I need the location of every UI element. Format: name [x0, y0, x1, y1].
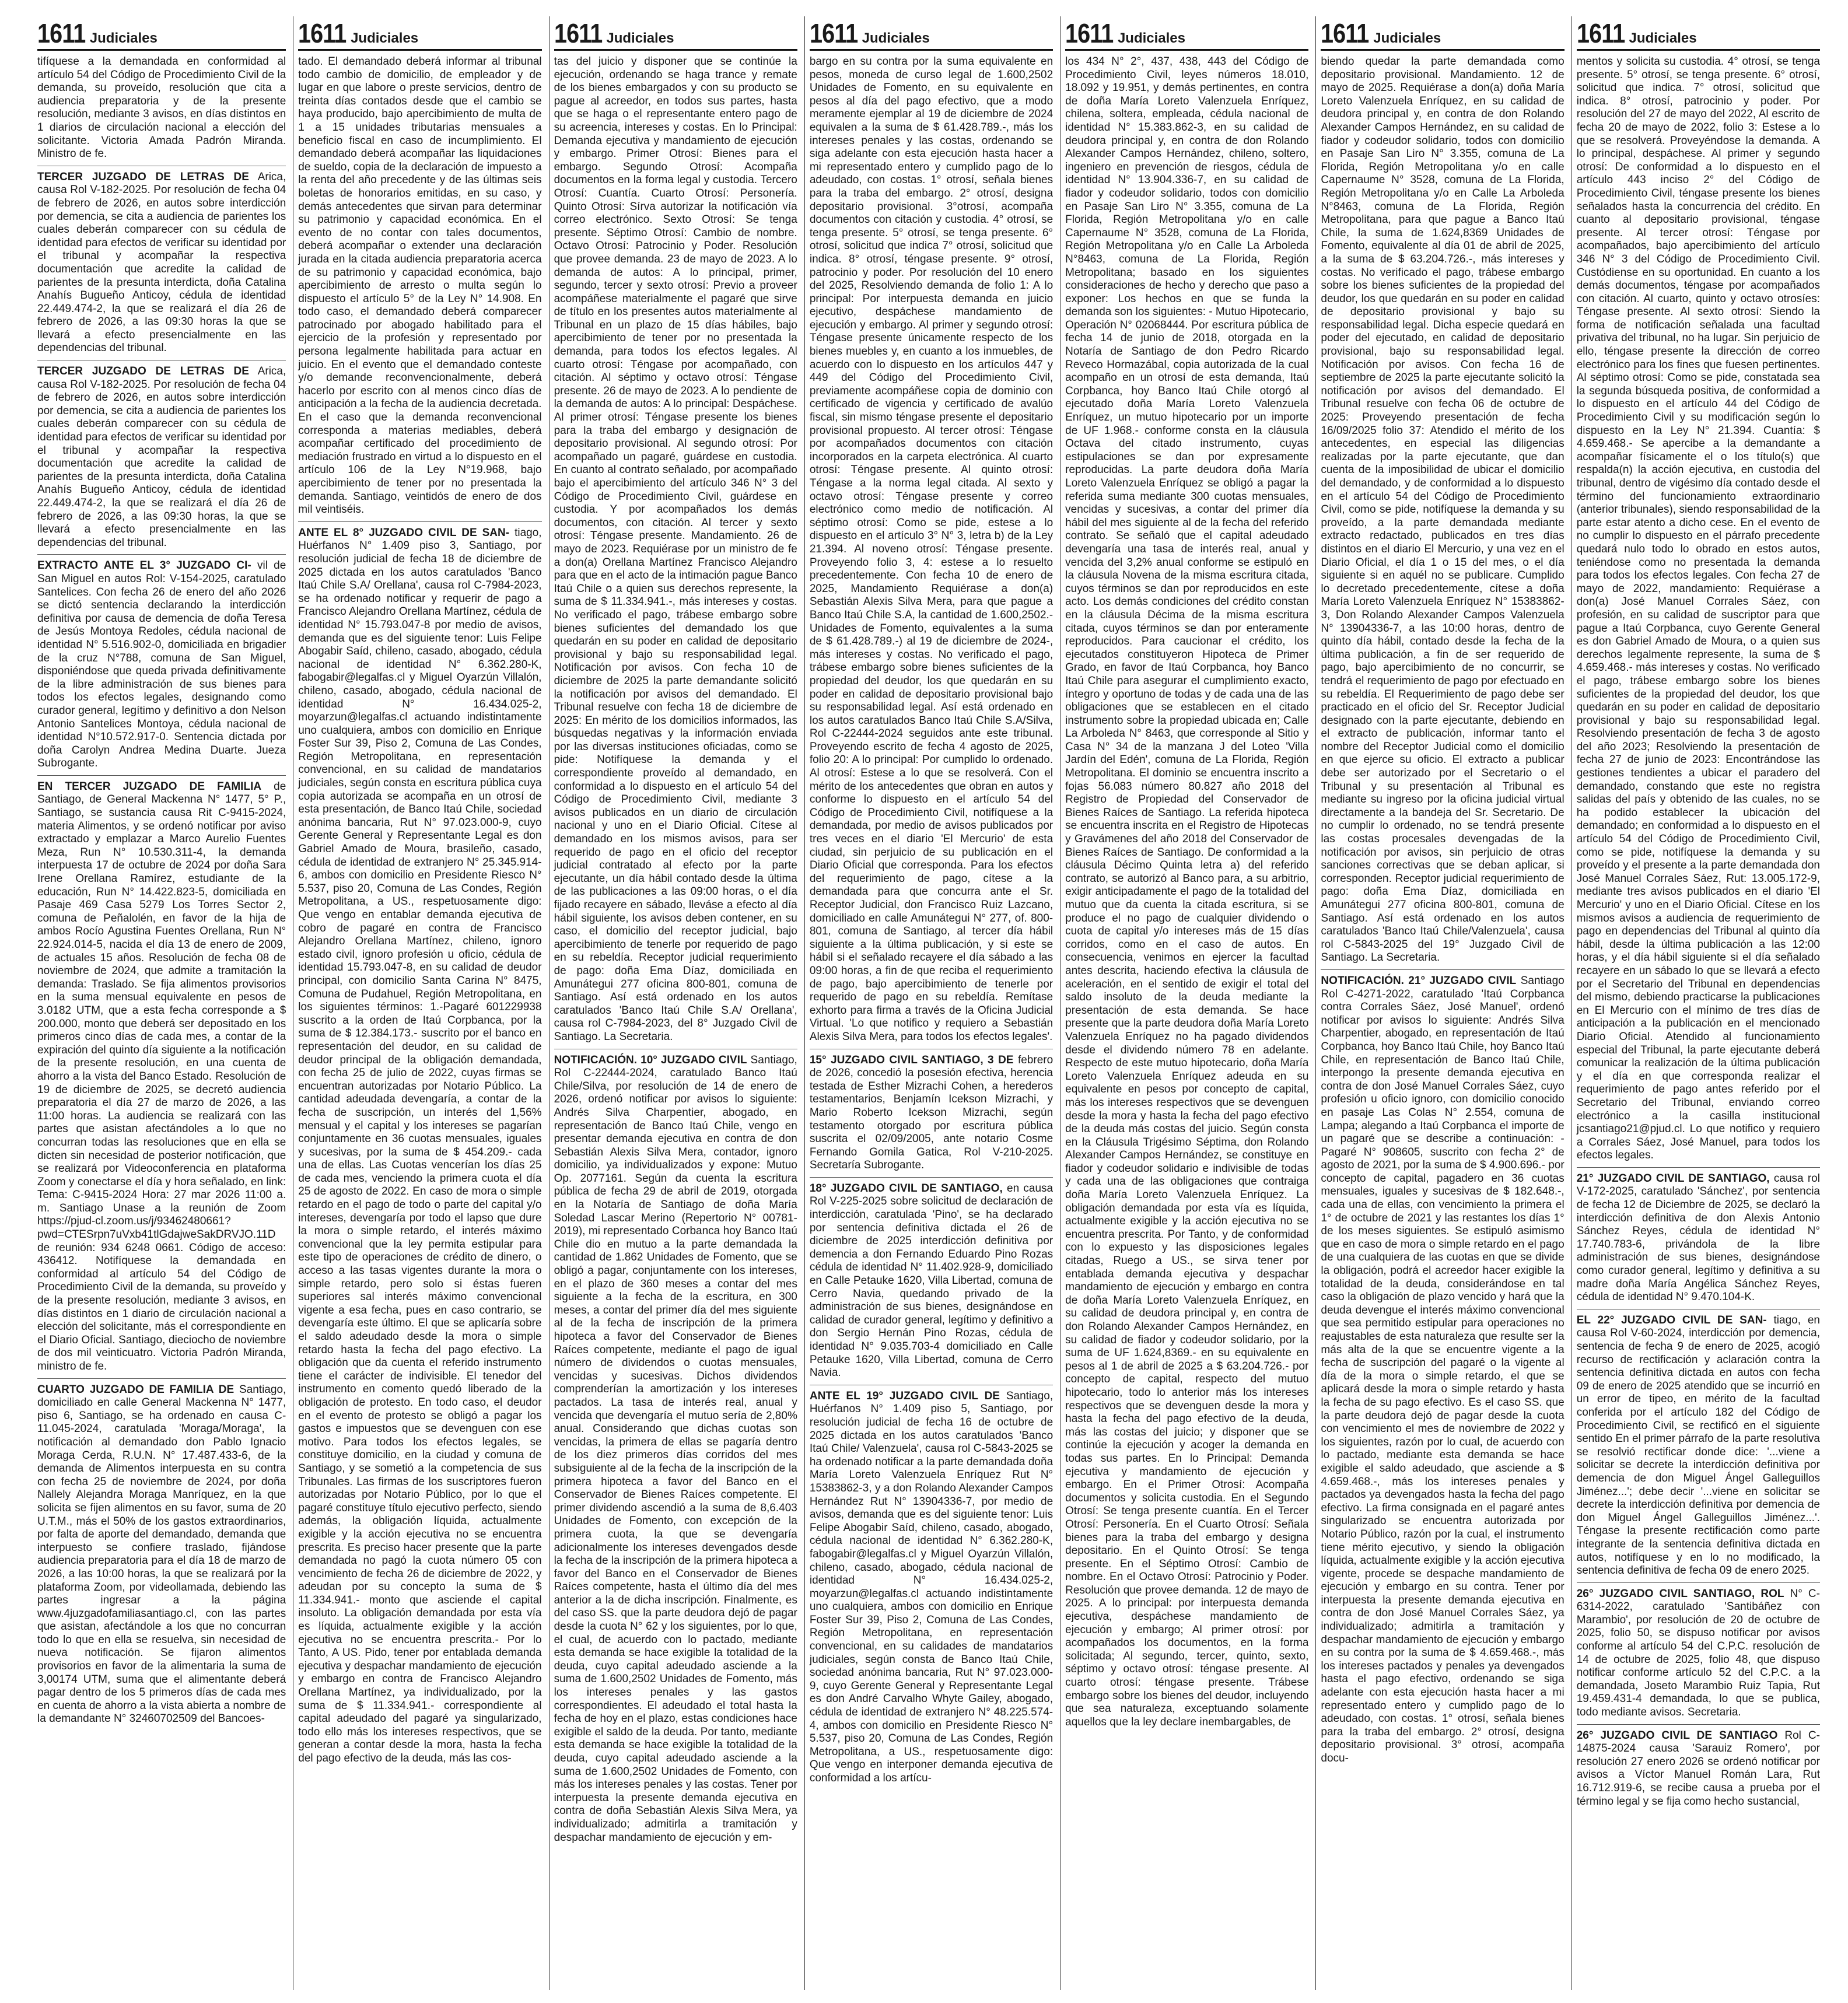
- notice-body: Arica, causa Rol V-182-2025. Por resolución de fecha 04 de febrero de 2026, en autos sobre interdicción por demencia, se cita a audiencia de parientes los cuales deberán comparecer con su cédula de identidad para efectos de verificar su identidad por el tribunal y acompañar la respectiva documentación que acredite la calidad de parientes de la presunta interdicta, doña Catalina Anahís Bugueño Anticoy, cédula de identidad 22.449.474-2, la que se realizará el día 26 de febrero de 2026, a las 09:30 horas, la que se llevará a efecto presencialmente en las dependencias del tribunal.: [37, 365, 286, 549]
- legal-notice: [298, 527, 541, 1770]
- legal-notice: [37, 365, 286, 555]
- column-body: [298, 55, 541, 1770]
- section-name: Judiciales: [1629, 30, 1697, 46]
- section-name: Judiciales: [862, 30, 930, 46]
- column-body: [554, 55, 797, 1849]
- column-header: [1065, 16, 1308, 51]
- issue-number: 1611: [1576, 18, 1625, 48]
- notice-body: en causa Rol V-225-2025 sobre solicitud de declaración de interdicción, caratulada 'Pino', se ha declarado por sentencia definitiva dictada el 26 de diciembre de 2025 interdicción definitiva por demencia a don Fernando Eduardo Pino Rozas cédula de identidad N° 11.402.928-9, domiciliado en Calle Petauke 1620, Villa Libertad, comuna de Cerro Navia, quedando privado de la administración de sus bienes, designándose en calidad de curador general, legítimo y definitivo a don Sergio Hernán Pino Rozas, cédula de identidad N° 9.035.703-4 domiciliado en Calle Petauke 1620, Villa Libertad, comuna de Cerro Navia.: [809, 1182, 1054, 1379]
- notice-title: 26° JUZGADO CIVIL DE SANTIAGO: [1576, 1729, 1778, 1742]
- legal-notice: [1577, 1314, 1820, 1583]
- notice-title: 18° JUZGADO CIVIL DE SANTIAGO,: [809, 1182, 1003, 1195]
- column-body: [37, 55, 286, 1731]
- column-1: [37, 16, 286, 1990]
- section-name: Judiciales: [1373, 30, 1441, 46]
- notice-body: biendo quedar la parte demandada como depositario provisional. Mandamiento. 12 de mayo de 2025. Requiérase a don(a) doña María Loreto Valenzuela Enríquez, en su calidad de deudora principal y, en contra de don Rolando Alexander Campos Hernández, en su calidad de fiador y codeudor solidario, todos con domicilio en Pasaje San Liro N° 3.355, comuna de La Florida, Región Metropolitana y/o en calle Capernaume N° 3528, comuna de La Florida, Región Metropolitana y/o en Calle La Arboleda N°8463, comuna de La Florida, Región Metropolitana, para que pague a Banco Itaú Chile, la suma de 1.624,8369 Unidades de Fomento, equivalente al día 01 de abril de 2025, a la suma de $ 63.204.726.-, más intereses y costas. No verificado el pago, trábese embargo sobre los bienes suficientes de la propiedad del deudor, los que quedarán en su poder en calidad de depositario provisional y bajo su responsabilidad legal. Dicha especie quedará en poder del ejecutado, en calidad de depositario provisional, bajo su responsabilidad legal. Notificación por avisos. Con fecha 16 de septiembre de 2025 la parte ejecutante solicitó la notificación por avisos del demandado. El Tribunal resuelve con fecha 06 de octubre de 2025: Proveyendo presentación de fecha 16/09/2025 folio 37: Atendido el mérito de los antecedentes, en especial las diligencias realizadas por la parte ejecutante, que dan cuenta de la imposibilidad de ubicar el domicilio del demandado, y de conformidad a lo dispuesto en el artículo 54 del Código de Procedimiento Civil, como se pide, notifíquese la demanda y su proveído, a la parte demandada mediante extracto redactado, publicados en tres días distintos en el diario El Mercurio, y una vez en el Diario Oficial, el día 1 o 15 del mes, o el día siguiente si en aquél no se publicare. Cumplido lo decretado precedentemente, cítese a doña María Loreto Valenzuela Enríquez N° 15383862-3, Don Rolando Alexander Campos Valenzuela N° 13904336-7, a las 10:00 horas, dentro de quinto día hábil, contado desde la fecha de la última publicación, a fin de ser requerido de pago, bajo apercibimiento de no concurrir, se tendrá el requerimiento de pago por efectuado en su rebeldía. El Requerimiento de pago debe ser practicado en el oficio del Sr. Receptor Judicial designado con la parte ejecutante, debiendo en el extracto de publicación, informar tanto el nombre del Receptor Judicial como el domicilio en que ejerce su oficio. El extracto a publicar debe ser autorizado por el Secretario o el Tribunal y su presentación al Tribunal es mediante su ingreso por la oficina judicial virtual directamente a la bandeja del Sr. Secretario. De no cumplir lo ordenado, no se tendrá presente las costas procesales devengadas de la notificación por avisos, sin perjuicio de otras sanciones correctivas que se deban aplicar, si corresponden. Receptor judicial requerimiento de pago: doña Ema Díaz, domiciliada en Amunátegui 277 oficina 800-801, comuna de Santiago. Así está ordenado en los autos caratulados 'Banco Itaú Chile/Valenzuela', causa rol C-5843-2025 del 19° Juzgado Civil de Santiago. La Secretaria.: [1321, 55, 1564, 964]
- section-name: Judiciales: [89, 30, 158, 46]
- notice-body: Santiago, Rol C-22444-2024, caratulado Banco Itaú Chile/Silva, por resolución de 14 de enero de 2026, ordenó notificar por avisos lo siguiente: Andrés Silva Charpentier, abogado, en representación de Banco Itaú Chile, vengo en presentar demanda ejecutiva en contra de don Sebastián Alexis Silva Mera, contador, ignoro domicilio, ya individualizados y expone: Mutuo Op. 2077161. Según da cuenta la escritura pública de fecha 29 de abril de 2019, otorgada en la Notaría de Santiago de doña María Soledad Lascar Merino (Repertorio N° 00781-2019), mi representado Corbanca hoy Banco Itaú Chile dio en mutuo a la parte demandada la cantidad de 1.862 Unidades de Fomento, que se obligó a pagar, conjuntamente con los intereses, en el plazo de 360 meses a contar del mes siguiente a la fecha de la escritura, en 300 meses, a contar del primer día del mes siguiente al de la fecha de inscripción de la primera hipoteca a favor del Conservador de Bienes Raíces competente, mediante el pago de igual número de dividendos o cuotas mensuales, vencidas y sucesivas. Dichos dividendos comprenderían la amortización y los intereses pactados. La tasa de interés real, anual y vencida que devengaría el mutuo sería de 2,80% anual. Considerando que dichas cuotas son vencidas, la primera de ellas se pagaría dentro de los diez primeros días corridos del mes subsiguiente al de la fecha de la inscripción de la primera hipoteca a favor del Banco en el Conservador de Bienes Raíces competente. El primer dividendo ascendió a la suma de 8,6.403 Unidades de Fomento, con excepción de la primera cuota, la que se devengaría adicionalmente los intereses devengados desde la fecha de la inscripción de la primera hipoteca a favor del Banco en el Conservador de Bienes Raíces competente, hasta el último día del mes anterior a la de dicha inscripción. Finalmente, es del caso SS. que la parte deudora dejó de pagar desde la cuota N° 62 y los siguientes, por lo que, el cual, de acuerdo con lo pactado, mediante esta demanda se hace exigible la totalidad de la deuda, cuyo capital adeudado asciende a la suma de 1.600,2502 Unidades de Fomento, más los intereses penales y las gastos correspondientes. El adeudado el total hasta la fecha de hoy en el plazo, estas condiciones hace exigible el saldo de la deuda. Por tanto, mediante esta demanda se hace exigible la totalidad de la deuda, cuyo capital adeudado asciende a la suma de 1.600,2502 Unidades de Fomento, con más los intereses penales y las costas. Tener por interpuesta la presente demanda ejecutiva en contra de doña Sebastián Alexis Silva Mera, ya individualizado; admitirla a tramitación y despachar mandamiento de ejecución y em-: [554, 1053, 797, 1844]
- section-name: Judiciales: [1117, 30, 1185, 46]
- notice-body: los 434 N° 2°, 437, 438, 443 del Código de Procedimiento Civil, leyes números 18.010, 18.092 y 19.951, y demás pertinentes, en contra de doña María Loreto Valenzuela Enríquez, chilena, soltera, empleada, cédula nacional de identidad N° 15.383.862-3, en su calidad de deudora principal y, en contra de don Rolando Alexander Campos Hernández, chileno, soltero, ingeniero en prevención de riesgos, cédula de identidad N° 13.904.336-7, en su calidad de fiador y codeudor solidario, todos con domicilio en Pasaje San Liro N° 3.355, comuna de La Florida, Región Metropolitana y/o en calle Capernaume N° 3528, comuna de La Florida, Región Metropolitana y/o en Calle La Arboleda N°8463, comuna de La Florida, Región Metropolitana; basado en los siguientes consideraciones de hecho y derecho que paso a exponer: Los hechos en que se funda la demanda son los siguientes: - Mutuo Hipotecario, Operación N° 02068444. Por escritura pública de fecha 14 de junio de 2018, otorgada en la Notaría de Santiago de don Pedro Ricardo Reveco Hormazábal, copia autorizada de la cual acompaño en un otrosí de esta demanda, Itaú Corpbanca, hoy Banco Itaú Chile otorgó al ejecutado doña María Loreto Valenzuela Enríquez, un mutuo hipotecario por un importe de UF 1.968.- conforme consta en la cláusula Octava del citado instrumento, cuyas estipulaciones se dan por expresamente reproducidas. La parte deudora doña María Loreto Valenzuela Enríquez se obligó a pagar la referida suma mediante 300 cuotas mensuales, vencidas y sucesivas, a contar del primer día hábil del mes siguiente al de la fecha del referido contrato. Se señaló que el capital adeudado devengaría una tasa de interés real, anual y vencida del 3,2% anual conforme se estipuló en la cláusula Novena de la misma escritura citada, cuyos términos se dan por reproducidos en este acto. Los demás condiciones del crédito constan en la cláusula Décima de la misma escritura citada, cuyos términos se dan por enteramente reproducidos. Para caucionar el crédito, los ejecutados constituyeron Hipoteca de Primer Grado, en favor de Itaú Corpbanca, hoy Banco Itaú Chile para asegurar el cumplimiento exacto, íntegro y oportuno de todas y de cada una de las obligaciones que se establecen en el citado instrumento sobre la propiedad ubicada en; Calle La Arboleda N° 8463, que corresponde al Sitio y Casa N° 34 de la manzana J del Loteo 'Villa Jardín del Edén', comuna de La Florida, Región Metropolitana. El dominio se encuentra inscrito a fojas 56.083 número 80.827 año 2018 del Registro de Propiedad del Conservador de Bienes Raíces de Santiago. La referida hipoteca se encuentra inscrita en el Registro de Hipotecas y Gravámenes del año 2018 del Conservador de Bienes Raíces de Santiago. De conformidad a la cláusula Décimo Quinta letra a) del referido contrato, se autorizó al Banco para, a su arbitrio, exigir anticipadamente el pago de la totalidad del mutuo que da cuenta la citada escritura, si se produce el no pago de cualquier dividendo o cuota de capital y/o intereses más de 15 días corridos, como en el caso de autos. En consecuencia, venimos en ejercer la facultad antes descrita, haciendo efectiva la cláusula de aceleración, en el sentido de exigir el total del saldo insoluto de la deuda mediante la presentación de esta demanda. Se hace presente que la parte deudora doña María Loreto Valenzuela Enríquez no ha pagado dividendos desde el dividendo número 78 en adelante. Respecto de este mutuo hipotecario, doña María Loreto Valenzuela Enríquez adeuda en su equivalente en pesos por concepto de capital, más los intereses respectivos que se devenguen desde la mora y hasta la fecha del pago efectivo de la deuda más costas del juicio. Según consta en la Cláusula Trigésimo Séptima, don Rolando Alexander Campos Hernández, se constituye en fiador y codeudor solidario e indivisible de todas y cada una de las obligaciones que contraiga doña María Loreto Valenzuela Enríquez. La obligación demandada por esta vía es líquida, actualmente exigible y la acción ejecutiva no se encuentra prescrita. Por Tanto, y de conformidad con lo expuesto y las disposiciones legales citadas, Ruego a US., se sirva tener por entablada demanda ejecutiva y despachar mandamiento de ejecución y embargo en contra de doña María Loreto Valenzuela Enríquez, en su calidad de deudora principal y, en contra de don Rolando Alexander Campos Hernández, en su calidad de fiador y codeudor solidario, por la suma de UF 1.624,8369.- en su equivalente en pesos al 1 de abril de 2025 a $ 63.204.726.- por concepto de capital, respecto del mutuo hipotecario, todo lo anterior más los intereses respectivos que se devenguen desde la mora y hasta la fecha del pago efectivo de la deuda, más las costas del juicio; y disponer que se continúe la ejecución y acoger la demanda en todas sus partes. En lo Principal: Demanda ejecutiva y mandamiento de ejecución y embargo. En el Primer Otrosí: Acompaña documentos y solicita custodia. En el Segundo Otrosí: Se tenga presente cuantía. En el Tercer Otrosí: Personería. En el Cuarto Otrosí: Señala bienes para la traba del embargo y designa depositario. En el Quinto Otrosí: Se tenga presente. En el Séptimo Otrosí: Cambio de nombre. En el Octavo Otrosí: Patrocinio y Poder. Resolución que provee demanda. 12 de mayo de 2025. A lo principal: por interpuesta demanda ejecutiva, despáchese mandamiento de ejecución y embargo; Al primer otrosí: por acompañados los documentos, en la forma solicitada; Al segundo, tercer, quinto, sexto, séptimo y octavo otrosí: téngase presente. Al cuarto otrosí: téngase presente. Trábese embargo sobre los bienes del deudor, incluyendo que sea naturaleza, exceptuando solamente aquellos que la ley declare inembargables, de: [1065, 55, 1309, 1728]
- column-header: [37, 16, 286, 51]
- notice-body: Rol C-14875-2024 causa 'Sarauiz Romero', por resolución 27 enero 2026 se ordenó notificar por avisos a Víctor Manuel Román Lara, Rut 16.712.919-6, se recibe causa a prueba por el término legal y se fija como hecho sustancial,: [1576, 1729, 1820, 1808]
- column-body: [1065, 55, 1308, 1734]
- legal-notice: [1321, 975, 1564, 1770]
- legal-notice: [37, 1384, 286, 1731]
- legal-notice: [554, 1054, 797, 1850]
- notice-body: febrero de 2026, concedió la posesión efectiva, herencia testada de Esther Mizrachi Cohen, a herederos testamentarios, Benjamín Icekson Mizrachi, y Mario Roberto Icekson Mizrachi, según testamento otorgado por escritura pública suscrita el 02/09/2005, ante notario Cosme Fernando Gomila Gatica, Rol V-210-2025. Secretaría Subrogante.: [809, 1053, 1054, 1172]
- notice-title: 26° JUZGADO CIVIL SANTIAGO, ROL: [1576, 1587, 1784, 1600]
- legal-notice: [1065, 55, 1308, 1734]
- notice-title: NOTIFICACIÓN. 10° JUZGADO CIVIL: [554, 1053, 747, 1066]
- issue-number: 1611: [809, 18, 858, 48]
- notice-title: 21° JUZGADO CIVIL DE SANTIAGO,: [1576, 1172, 1770, 1185]
- issue-number: 1611: [298, 18, 346, 48]
- notice-body: tado. El demandado deberá informar al tribunal todo cambio de domicilio, de empleador y de lugar en que labore o preste servicios, dentro de treinta días contados desde que el cambio se haya producido, bajo apercibimiento de multa de 1 a 15 unidades tributarias mensuales a beneficio fiscal en caso de incumplimiento. El demandado deberá acompañar las liquidaciones de sueldo, copia de la declaración de impuesto a la renta del año precedente y de las últimas seis boletas de honorarios emitidas, en su caso, y demás antecedentes que sirvan para determinar su patrimonio y capacidad económica. En el evento de no contar con tales documentos, deberá acompañar o extender una declaración jurada en la citada audiencia preparatoria acerca de su patrimonio y capacidad económica, bajo apercibimiento de arresto o multa según lo dispuesto el artículo 5° de la Ley N° 14.908. En todo caso, el demandado deberá comparecer patrocinado por abogado habilitado para el ejercicio de la profesión y representado por persona legalmente habilitada para actuar en juicio. En el evento que el demandado conteste y/o demande reconvencionalmente, deberá hacerlo por escrito con al menos cinco días de anticipación a la fecha de la audiencia decretada. En el caso que la demanda reconvencional corresponda a materias mediables, deberá acompañar certificado del procedimiento de mediación frustrado en virtud a lo dispuesto en el artículo 106 de la Ley N°19.968, bajo apercibimiento de tener por no presentada la demanda. Santiago, veintidós de enero de dos mil veintiséis.: [298, 55, 542, 516]
- notice-body: Santiago, domiciliado en calle General Mackenna N° 1477, piso 6, Santiago, se ha ordenado en causa C-11.045-2024, caratulada 'Moraga/Moraga', la notificación al demandado don Pablo Ignacio Moraga Cerda, R.U.N. N° 17.487.433-6, de la demanda de Alimentos interpuesta en su contra con fecha 25 de noviembre de 2024, por doña Nallely Alejandra Moraga Manríquez, en la que solicita se fijen alimentos en su favor, suma de 20 U.T.M., más el 50% de los gastos extraordinarios, por falta de aporte del demandado, demanda que interpuesto se confiere traslado, fijándose audiencia preparatoria para el día 18 de marzo de 2026, a las 10:00 horas, la que se realizará por la plataforma Zoom, por videollamada, debiendo las partes ingresar a la página www.4juzgadofamiliasantiago.cl, con las partes que asistan, afectándole a los que no concurran todo lo que en ella se resuelva, sin necesidad de nueva notificación. Se fijaron alimentos provisorios en favor de la alimentaria la suma de 3,00174 UTM, suma que el alimentante deberá pagar dentro de los 5 primeros días de cada mes en cuenta de ahorro a la vista abierta a nombre de la demandante N° 32460702509 del Bancoes-: [37, 1383, 286, 1725]
- notice-title: TERCER JUZGADO DE LETRAS DE: [37, 170, 249, 183]
- legal-notice: [298, 55, 541, 522]
- notice-body: de Santiago, de General Mackenna N° 1477, 5° P., Santiago, se sustancia causa Rit C-9415-2024, materia Alimentos, y se ordenó notificar por aviso extractado y emplazar a Marco Aurelio Fuentes Meza, Run N° 10.530.311-4, la demanda interpuesta 17 de octubre de 2024 por doña Sara Irene Orellana Ramírez, estudiante de la educación, Run N° 14.422.823-5, domiciliada en Pasaje 469 Casa 5279 Los Torres Sector 2, comuna de Peñalolén, en favor de la hija de ambos Rocío Agustina Fuentes Orellana, Run N° 22.924.014-5, nacida el día 13 de enero de 2009, de actuales 15 años. Resolución de fecha 08 de noviembre de 2024, que admite a tramitación la demanda: Traslado. Se fija alimentos provisorios en la suma mensual equivalente en pesos de 3.0182 UTM, que a esta fecha corresponde a $ 200.000, monto que deberá ser depositado en los primeros cinco días de cada mes, a contar de la expiración del quinto día siguiente a la notificación de la presente resolución, en una cuenta de ahorro a la vista del Banco Estado. Resolución de 19 de diciembre de 2025, se decretó audiencia preparatoria el día 27 de marzo de 2026, a las 11:00 horas. La audiencia se realizará con las partes que asistan afectándoles a lo que no concurran todas las resoluciones que en ella se dicten sin necesidad de posterior notificación, que se realizará por Videoconferencia en plataforma Zoom y conectarse el día y hora señalado, en link: Tema: C-9415-2024 Hora: 27 mar 2026 11:00 a. m. Santiago Unase a la reunión de Zoom https://pjud-cl.zoom.us/j/93462480661?pwd=CTESrpn7uVxb41tlGdajweSakDRVJO.11D de reunión: 934 6248 0661. Código de acceso: 436412. Notifíquese la demandada en conformidad al artículo 54 del Código de Procedimiento Civil de la demanda, su proveído y de la presente resolución, mediante 3 avisos, en días distintos en 1 diario de circulación nacional a elección del solicitante, más el correspondiente en el Diario Oficial. Santiago, dieciocho de noviembre de dos mil veinticuatro. Victoria Padrón Miranda, ministro de fe.: [37, 780, 286, 1372]
- column-5: [1060, 16, 1308, 1990]
- legal-notice: [810, 55, 1053, 1049]
- newspaper-page: [37, 16, 1820, 1990]
- column-4: [804, 16, 1053, 1990]
- column-6: [1315, 16, 1564, 1990]
- column-header: [1321, 16, 1564, 51]
- notice-body: tiago, en causa Rol V-60-2024, interdicción por demencia, sentencia de fecha 9 de enero de 2025, acogió recurso de rectificación y aclaración contra la sentencia definitiva dictada en autos con fecha 09 de enero de 2025 atendido que se incurrió en un error de tipeo, en mérito de la facultad conferida por el artículo 182 del Código de Procedimiento Civil, se rectificó en el siguiente sentido En el primer párrafo de la parte resolutiva se resolvió rectificar donde dice: '...viene a solicitar se decrete la interdicción definitiva por demencia de don Miguel Ángel Galleguillos Jiménez...'; debe decir '...viene en solicitar se decrete la interdicción definitiva por demencia de don Miguel Ángel Galleguillos Jiménez...'. Téngase la presente rectificación como parte integrante de la sentencia definitiva dictada en autos, notifíquese y en lo no modificado, la sentencia definitiva de fecha 09 de enero 2025.: [1576, 1314, 1820, 1577]
- legal-notice: [37, 780, 286, 1379]
- legal-notice: [37, 55, 286, 166]
- notice-title: TERCER JUZGADO DE LETRAS DE: [37, 365, 249, 378]
- legal-notice: [810, 1054, 1053, 1178]
- column-2: [293, 16, 541, 1990]
- legal-notice: [1321, 55, 1564, 970]
- column-header: [810, 16, 1053, 51]
- issue-number: 1611: [1321, 18, 1369, 48]
- legal-notice: [1577, 55, 1820, 1168]
- legal-notice: [1577, 1729, 1820, 1813]
- legal-notice: [37, 559, 286, 776]
- legal-notice: [810, 1390, 1053, 1790]
- notice-body: N° C-6314-2022, caratulado 'Santibáñez con Marambio', por resolución de 20 de octubre de 2025, folio 50, se dispuso notificar por avisos conforme al artículo 54 del C.P.C. resolución de 14 de octubre de 2025, folio 48, que dispuso notificar conforme artículo 52 del C.P.C. a la demandada, Joseto Marambio Ruiz Tapia, Rut 19.459.431-4 demandada, lo que se publica, todo mediante avisos. Secretaria.: [1576, 1587, 1820, 1719]
- section-name: Judiciales: [351, 30, 419, 46]
- legal-notice: [37, 171, 286, 360]
- legal-notice: [554, 55, 797, 1049]
- column-7: [1572, 16, 1820, 1990]
- notice-title: ANTE EL 19° JUZGADO CIVIL DE: [809, 1389, 1000, 1402]
- column-body: [1321, 55, 1564, 1770]
- column-body: [810, 55, 1053, 1790]
- notice-body: tifíquese a la demandada en conformidad al artículo 54 del Código de Procedimiento Civil de la demanda, su proveído, resolución que cita a audiencia preparatoria y de la presente resolución, mediante 3 avisos, en días distintos en 1 diarios de circulación nacional a elección del solicitante. Victoria Amada Padrón Miranda. Ministro de fe.: [37, 55, 286, 160]
- section-name: Judiciales: [606, 30, 674, 46]
- notice-title: NOTIFICACIÓN. 21° JUZGADO CIVIL: [1321, 974, 1517, 987]
- column-header: [298, 16, 541, 51]
- notice-body: causa rol V-172-2025, caratulado 'Sánchez', por sentencia de fecha 12 de Diciembre de 2025, se declaró la interdicción definitiva de don Alexis Antonio Sánchez Reyes, cédula de identidad N° 17.740.783-6, privándola de la libre administración de sus bienes, designándose como curador general, legítimo y definitiva a su madre doña María Angélica Sánchez Reyes, cédula de identidad N° 9.470.104-K.: [1576, 1172, 1820, 1304]
- issue-number: 1611: [554, 18, 602, 48]
- notice-title: ANTE EL 8° JUZGADO CIVIL DE SAN-: [298, 526, 510, 539]
- notice-body: Arica, causa Rol V-182-2025. Por resolución de fecha 04 de febrero de 2026, en autos sobre interdicción por demencia, se cita a audiencia de parientes los cuales deberán comparecer con su cédula de identidad para efectos de verificar su identidad por el tribunal y acompañar la respectiva documentación que acredite la calidad de parientes de la presunta interdicta, doña Catalina Anahís Bugueño Anticoy, cédula de identidad 22.449.474-2, la que se realizará el día 26 de febrero de 2026, a las 09:30 horas la que se llevará a efecto presencialmente en las dependencias del tribunal.: [37, 170, 286, 355]
- notice-body: Santiago Rol C-4271-2022, caratulado 'Itaú Corpbanca contra Corrales Sáez, José Manuel', ordenó notificar por avisos lo siguiente: Andrés Silva Charpentier, abogado, en representación de Itaú Corpbanca, hoy Banco Itaú Chile, hoy Banco Itaú Chile, en representación de Banco Itaú Chile, interpongo la presente demanda ejecutiva en contra de don José Manuel Corrales Sáez, cuyo profesión u oficio ignoro, con domicilio conocido en pasaje Las Colas N° 2.554, comuna de Lampa; alegando a Itaú Corpbanca el importe de un pagaré que se describe a continuación: - Pagaré N° 908605, suscrito con fecha 2° de agosto de 2021, por la suma de $ 4.900.696.- por concepto de capital, pagadero en 36 cuotas mensuales, iguales y sucesivas de $ 182.648.-, cada una de ellas, con vencimiento la primera el 1° de octubre de 2021 y las restantes los días 1° de los meses siguientes. Se estipuló asimismo que en caso de mora o simple retardo en el pago de una cualquiera de las cuotas en que se divide la obligación, podrá el acreedor hacer exigible la totalidad de la deuda, considerándose en tal caso la obligación de plazo vencido y hará que la deuda devengue el interés máximo convencional que sea permitido estipular para operaciones no reajustables de esta naturaleza que resulte ser la más alta de la que se encuentre vigente a la fecha de suscripción del pagaré o la vigente al día de la mora o simple retardo, el que se aplicará desde la mora o simple retardo y hasta la fecha de su pago efectivo. Es el caso SS. que la parte deudora dejó de pagar desde la cuota con vencimiento el mes de noviembre de 2022 y los siguientes, razón por lo cual, de acuerdo con lo pactado, mediante esta demanda se hace exigible el saldo adeudado, que asciende a $ 4.659.468.-, más los intereses penales y pactados ya devengados hasta la fecha del pago efectivo. La firma consignada en el pagaré antes singularizado se encuentra autorizada por Notario Público, razón por la cual, el instrumento tiene mérito ejecutivo, y siendo la obligación líquida, actualmente exigible y la acción ejecutiva vigente, procede se despache mandamiento de ejecución y embargo en su contra. Tener por interpuesta la presente demanda ejecutiva en contra de don José Manuel Corrales Sáez, ya individualizado; admitirla a tramitación y despachar mandamiento de ejecución y embargo en su contra por la suma de $ 4.659.468.-, más los intereses pactados y penales ya devengados hasta el pago efectivo, ordenando se siga adelante con esta ejecución hasta hacer a mi representado entero y cumplido pago de lo adeudado, con costas. 1° otrosí, señala bienes para la traba del embargo. 2° otrosí, designa depositario provisional. 3° otrosí, acompaña docu-: [1321, 974, 1564, 1764]
- notice-body: vil de San Miguel en autos Rol: V-154-2025, caratulado Santelices. Con fecha 26 de enero del año 2026 se dictó sentencia declarando la interdicción definitiva por causa de demencia de doña Teresa de Jesús Montoya Redoles, cédula nacional de identidad N° 5.516.902-0, domiciliada en brigadier de la cruz N°788, comuna de San Miguel, disponiéndose que queda privada definitivamente de la libre administración de sus bienes para todos los efectos legales, designando como curador general, legítimo y definitivo a don Nelson Antonio Santelices Montoya, cédula nacional de identidad N°10.572.917-0. Sentencia dictada por doña Carolyn Andrea Medina Duarte. Jueza Subrogante.: [37, 559, 286, 770]
- legal-notice: [810, 1182, 1053, 1385]
- notice-body: Santiago, Huérfanos N° 1.409 piso 5, Santiago, por resolución judicial de fecha 16 de octubre de 2025 dictada en los autos caratulados 'Banco Itaú Chile/ Valenzuela', causa rol C-5843-2025 se ha ordenado notificar a la parte demandada doña María Loreto Valenzuela Enríquez Rut N° 15383862-3, y a don Rolando Alexander Campos Hernández Rut N° 13904336-7, por medio de avisos, demanda que es del siguiente tenor: Luis Felipe Abogabir Saíd, chileno, casado, abogado, cédula nacional de identidad N° 6.362.280-K, fabogabir@legalfas.cl y Miguel Oyarzún Villalón, chileno, casado, abogado, cédula nacional de identidad N° 16.434.025-2, moyarzun@legalfas.cl actuando indistintamente uno cualquiera, ambos con domicilio en Enrique Foster Sur 39, Piso 2, Comuna de Las Condes, Región Metropolitana, en representación convencional, en su calidades de mandatarios judiciales, según consta de Banco Itaú Chile, sociedad anónima bancaria, Rut N° 97.023.000-9, cuyo Gerente General y Representante Legal es don André Carvalho Whyte Gailey, abogado, cédula de identidad de extranjero N° 48.225.574-4, ambos con domicilio en Presidente Riesco N° 5.537, piso 20, Comuna de Las Condes, Región Metropolitana, a US., respetuosamente digo: Que vengo en interponer demanda ejecutiva de conformidad a los artícu-: [809, 1389, 1054, 1784]
- notice-body: tiago, Huérfanos N° 1.409 piso 3, Santiago, por resolución judicial de fecha 18 de diciembre de 2025 dictada en los autos caratulados 'Banco Itaú Chile S.A/ Orellana', causa rol C-7984-2023, se ha ordenado notificar y requerir de pago a Francisco Alejandro Orellana Martínez, cédula de identidad N° 15.793.047-8 por medio de avisos, demanda que es del siguiente tenor: Luis Felipe Abogabir Saíd, chileno, casado, abogado, cédula nacional de identidad N° 6.362.280-K, fabogabir@legalfas.cl y Miguel Oyarzún Villalón, chileno, casado, abogado, cédula nacional de identidad N° 16.434.025-2, moyarzun@legalfas.cl actuando indistintamente uno cualquiera, ambos con domicilio en Enrique Foster Sur 39, Piso 2, Comuna de Las Condes, Región Metropolitana, en representación convencional, en su calidad de mandatarios judiciales, según consta en escritura pública cuya copia autorizada se acompaña en un otrosí de esta presentación, de Banco Itaú Chile, sociedad anónima bancaria, Rut N° 97.023.000-9, cuyo Gerente General y Representante Legal es don Gabriel Amado de Moura, brasileño, casado, cédula de identidad de extranjero N° 25.345.914-6, ambos con domicilio en Presidente Riesco N° 5.537, piso 20, Comuna de Las Condes, Región Metropolitana, a US., respetuosamente digo: Que vengo en entablar demanda ejecutiva de cobro de pagaré en contra de Francisco Alejandro Orellana Martínez, chileno, ignoro estado civil, ignoro profesión u oficio, cédula de identidad 15.793.047-8, en su calidad de deudor principal, con domicilio Santa Carina N° 8475, Comuna de Pudahuel, Región Metropolitana, en los siguientes términos: 1.-Pagaré 601229938 suscrito a la orden de Itaú Corpbanca, por la suma de $ 12.384.173.- suscrito por el banco en representación del deudor, en su calidad de deudor principal de la obligación demandada, con fecha 25 de julio de 2022, cuyas firmas se encuentran autorizadas por Notario Público. La cantidad adeudada devengaría, a contar de la fecha de suscripción, un interés del 1,56% mensual y el capital y los intereses se pagarían conjuntamente en 36 cuotas mensuales, iguales y sucesivas, por la suma de $ 454.209.- cada una de ellas. Las Cuotas vencerían los días 25 de cada mes, venciendo la primera cuota el día 25 de agosto de 2022. En caso de mora o simple retardo en el pago de todo o parte del capital y/o intereses, devengaría por todo el lapso que dure la mora o simple retardo, el interés máximo convencional que la ley permita estipular para este tipo de operaciones de crédito de dinero, o acceso a las tasas vigentes durante la mora o simple retardo, pero solo si éstas fueren superiores sal interés máximo convencional vigente a esa fecha, pues en caso contrario, se devengaría este último. El que se aplicaría sobre el saldo adeudado desde la mora o simple retardo hasta la fecha del pago efectivo. La obligación que da cuenta el referido instrumento tiene el carácter de indivisible. El tenedor del instrumento en comento quedó liberado de la obligación de protesto. En todo caso, el deudor en el evento de protesto se obligó a pagar los gastos e impuestos que se devenguen con ese motivo. Para todos los efectos legales, se constituye domicilio, en la ciudad y comuna de Santiago, y se sometió a la competencia de sus Tribunales. Las firmas de los suscriptores fueron autorizadas por Notario Público, por lo que el pagaré constituye título ejecutivo perfecto, siendo además, la obligación líquida, actualmente exigible y la acción ejecutiva no se encuentra prescrita. Es preciso hacer presente que la parte demandada no pagó la cuota número 05 con vencimiento de fecha 26 de diciembre de 2022, y adeudan por su concepto la suma de $ 11.334.941.- monto que asciende el capital insoluto. La obligación demandada por esta vía es líquida, actualmente exigible y la acción ejecutiva no se encuentra prescrita.- Por lo Tanto, A US. Pido, tener por entablada demanda ejecutiva y despachar mandamiento de ejecución y embargo en contra de Francisco Alejandro Orellana Martínez, ya individualizado, por la suma de $ 11.334.941.- correspondiente al capital adeudado del pagaré ya singularizado, todo ello más los intereses respectivos, que se generan a contar desde la mora, hasta la fecha del pago efectivo de la deuda, más las cos-: [298, 526, 542, 1764]
- notice-title: EN TERCER JUZGADO DE FAMILIA: [37, 780, 262, 793]
- legal-notice: [1577, 1588, 1820, 1725]
- issue-number: 1611: [37, 18, 86, 48]
- issue-number: 1611: [1065, 18, 1114, 48]
- column-header: [554, 16, 797, 51]
- notice-body: tas del juicio y disponer que se continúe la ejecución, ordenando se haga trance y remate de los bienes embargados y con su producto se pague al acreedor, en todos sus partes, hasta que se haga o el representante entero pago de su acreencia, intereses y costas. En lo Principal: Demanda ejecutiva y mandamiento de ejecución y embargo. Primer Otrosí: Bienes para el embargo. Segundo Otrosí: Acompaña documentos en la forma legal y custodia. Tercero Otrosí: Cuantía. Cuarto Otrosí: Personería. Quinto Otrosí: Sírva autorizar la notificación vía correo electrónico. Sexto Otrosí: Se tenga presente. Séptimo Otrosí: Cambio de nombre. Octavo Otrosí: Patrocinio y Poder. Resolución que provee demanda. 23 de mayo de 2023. A lo demanda de autos: A lo principal, primer, segundo, tercer y sexto otrosí: Previo a proveer acompáñese materialmente el pagaré que sirve de título en los presentes autos materialmente al Tribunal en un plazo de 15 días hábiles, bajo apercibimiento de tener por no presentada la demanda, para todos los efectos legales. Al cuarto otrosí: Téngase por acompañado, con citación. Al séptimo y octavo otrosí: Téngase presente. 26 de mayo de 2023. A lo pendiente de la demanda de autos: A lo principal: Despáchese. Al primer otrosí: Téngase presente los bienes para la traba del embargo y designación de depositario provisional. Al segundo otrosí: Por acompañado un pagaré, guárdese en custodia. En cuanto al contrato señalado, por acompañado bajo el apercibimiento del artículo 346 N° 3 del Código de Procedimiento Civil, guárdese en custodia. Y por acompañados los demás documentos, con citación. Al tercer y sexto otrosí: Téngase presente. Mandamiento. 26 de mayo de 2023. Requiérase por un ministro de fe a don(a) Orellana Martínez Francisco Alejandro para que en el acto de la intimación pague Banco Itaú Chile o a quien sus derechos represente, la suma de $ 11.334.941.-, más intereses y costas. No verificado el pago, trábese embargo sobre bienes suficientes del demandado los que quedarán en su poder en calidad de depositario provisional y bajo su responsabilidad legal. Notificación por avisos. Con fecha 10 de diciembre de 2025 la parte demandante solicitó la notificación por avisos del demandado. El Tribunal resuelve con fecha 18 de diciembre de 2025: En mérito de los domicilios informados, las búsquedas negativas y la información enviada por las diversas instituciones oficiadas, como se pide: Notifíquese la demanda y el correspondiente proveído al demandado, en conformidad a lo dispuesto en el artículo 54 del Código de Procedimiento Civil, mediante 3 avisos publicados en un diario de circulación nacional y uno en el Diario Oficial. Cítese al demandado en los mismos avisos, para ser requerido de pago en el oficio del receptor judicial contratado al efecto por la parte ejecutante, un día hábil contado desde la última de las publicaciones a las 09:00 horas, o el día fijado recayere en sábado, lleváse a efecto al día hábil siguiente, los avisos deben contener, en su caso, el domicilio del receptor judicial, bajo apercibimiento de tenerle por requerido de pago en su rebeldía. Receptor judicial requerimiento de pago: doña Ema Díaz, domiciliada en Amunátegui 277 oficina 800-801, comuna de Santiago. Así está ordenado en los autos caratulados 'Banco Itaú Chile S.A/ Orellana', causa rol C-7984-2023, del 8° Juzgado Civil de Santiago. La Secretaria.: [554, 55, 797, 1043]
- column-3: [549, 16, 797, 1990]
- notice-body: mentos y solicita su custodia. 4° otrosí, se tenga presente. 5° otrosí, se tenga presente. 6° otrosí, solicitud que indica. 7° otrosí, solicitud que indica. 8° otrosí, patrocinio y poder. Por resolución del 27 de mayo del 2022, Al escrito de fecha 20 de mayo de 2022, folio 3: Estese a lo que se resolverá. Proveyéndose la demanda. A lo principal, despáchese. Al primer y segundo otrosí: De conformidad a lo dispuesto en el artículo 443 inciso 2° del Código de Procedimiento Civil, téngase presente los bienes señalados hasta la concurrencia del crédito. En cuanto al depositario provisional, téngase presente. Al tercer otrosí: Téngase por acompañados, bajo apercibimiento del artículo 346 N° 3 del Código de Procedimiento Civil. Custódiense en su oportunidad. En cuanto a los demás documentos, téngase por acompañados con citación. Al cuarto, quinto y octavo otrosíes: Téngase presente. Al sexto otrosí: Siendo la forma de notificación señalada una facultad privativa del tribunal, no ha lugar. Sin perjuicio de ello, téngase presente la dirección de correo electrónico para los fines que fuesen pertinentes. Al séptimo otrosí: Como se pide, constatada sea la segunda búsqueda positiva, de conformidad a lo dispuesto en el artículo 44 del Código de Procedimiento Civil y su modificación según lo dispuesto en la Ley N° 21.394. Cuantía: $ 4.659.468.- Se apercibe a la demandante a acompañar físicamente el o los título(s) que respalda(n) la acción ejecutiva, en custodia del tribunal, dentro de vigésimo día contado desde el término del funcionamiento extraordinario (anterior tribunales), siendo responsabilidad de la parte estar atento a dicho cese. En el evento de no cumplir lo dispuesto en el párrafo precedente quedará nulo todo lo obrado en estos autos, teniéndose como no presentada la demanda para todos los efectos legales. Con fecha 27 de mayo de 2022, mandamiento: Requiérase a don(a) José Manuel Corrales Sáez, con profesión, en su calidad de suscriptor para que pague a Itaú Corpbanca, cuyo Gerente General es don Gabriel Amado de Moura, o a quien sus derechos legalmente represente, la suma de $ 4.659.468.- más intereses y costas. No verificado el pago, trábese embargo sobre los bienes suficientes de la propiedad del deudor, los que quedarán en su poder en calidad de depositario provisional y bajo su responsabilidad legal. Resolviendo presentación de fecha 3 de agosto del año 2023; Resolviendo la presentación de fecha 27 de junio de 2023: Encontrándose las gestiones tendientes a ubicar el paradero del demandado, constando que este no registra salidas del país y obtenido de las cuales, no se ha podido establecer la ubicación del demandado; en conformidad a lo dispuesto en el artículo 54 del Código de Procedimiento Civil, como se pide, notifíquese la demanda y su proveído y el presente a la parte demandada don José Manuel Corrales Sáez, Rut: 13.005.172-9, mediante tres avisos publicados en el diario 'El Mercurio' y uno en el Diario Oficial. Cítese en los mismos avisos a audiencia de requerimiento de pago en dependencias del Tribunal al quinto día hábil, desde la última publicación a las 12:00 horas, y el día hábil siguiente si el día señalado recayere en un sábado lo que se llevará a efecto por el Secretario del Tribunal en dependencias del mismo, debiendo practicarse la publicaciones en El Mercurio con el mínimo de tres días de anticipación a la publicación en el mencionado Diario Oficial. Atendido al funcionamiento especial del Tribunal, la parte ejecutante deberá comunicar la realización de la última publicación y el día en que corresponda realizar el requerimiento de pago antes referido por el Secretario del Tribunal, enviando correo electrónico a la casilla institucional jcsantiago21@pjud.cl. Lo que notifico y requiero a Corrales Sáez, José Manuel, para todos los efectos legales.: [1576, 55, 1820, 1162]
- notice-title: EL 22° JUZGADO CIVIL DE SAN-: [1576, 1314, 1767, 1326]
- column-header: [1577, 16, 1820, 51]
- legal-notice: [1577, 1172, 1820, 1309]
- column-body: [1577, 55, 1820, 1813]
- notice-title: EXTRACTO ANTE EL 3° JUZGADO CI-: [37, 559, 251, 572]
- notice-title: 15° JUZGADO CIVIL SANTIAGO, 3 DE: [809, 1053, 1014, 1066]
- notice-title: CUARTO JUZGADO DE FAMILIA DE: [37, 1383, 235, 1396]
- notice-body: bargo en su contra por la suma equivalente en pesos, moneda de curso legal de 1.600,2502 Unidades de Fomento, en su equivalente en pesos al día del pago efectivo, que a modo meramente ejemplar al 19 de diciembre de 2024 equivalen a la suma de $ 61.428.789.-, más los intereses penales y las costas, ordenando se siga adelante con esta ejecución hasta hacer a mi representado entero y cumplido pago de lo adeudado, con costas. 1° otrosí, señala bienes para la traba del embargo. 2° otrosí, designa depositario provisional. 3°otrosí, acompaña documentos con citación y custodia. 4° otrosí, se tenga presente. 5° otrosí, se tenga presente. 6° otrosí, solicitud que indica 7° otrosí, solicitud que indica. 8° otrosí, téngase presente. 9° otrosí, patrocinio y poder. Por resolución del 10 enero del 2025, Resolviendo demanda de folio 1: A lo principal: Por interpuesta demanda en juicio ejecutivo, despáchese mandamiento de ejecución y embargo. Al primer y segundo otrosí: Téngase presente únicamente respecto de los bienes muebles y, en cuanto a los inmuebles, de acuerdo con lo dispuesto en los artículos 447 y 449 del Código del Procedimiento Civil, previamente acompáñese copia de dominio con certificado de vigencia y certificado de avalúo fiscal, sin mismo téngase presente el depositario provisional propuesto. Al tercer otrosí: Téngase por acompañados documentos con citación incorporados en la carpeta electrónica. Al cuarto otrosí: Téngase presente. Al quinto otrosí: Téngase a la norma legal citada. Al sexto y octavo otrosí: Téngase presente y correo electrónico como medio de notificación. Al séptimo otrosí: Como se pide, estese a lo dispuesto en el artículo 3° N° 3, letra b) de la Ley 21.394. Al noveno otrosí: Téngase presente. Proveyendo folio 3, 4: estese a lo resuelto precedentemente. Con fecha 10 de enero de 2025, Mandamiento Requiérase a don(a) Sebastián Alexis Silva Mera, para que pague a Banco Itaú Chile S.A, la cantidad de 1.600,2502.- Unidades de Fomento, equivalentes a la suma de $ 61.428.789.-) al 19 de diciembre de 2024-, más intereses y costas. No verificado el pago, trábese embargo sobre bienes suficientes de la propiedad del deudor, los que quedarán en su poder en calidad de depositario provisional bajo su responsabilidad legal. Así está ordenado en los autos caratulados Banco Itaú Chile S.A/Silva, Rol C-22444-2024 seguidos ante este tribunal. Proveyendo escrito de fecha 4 agosto de 2025, folio 20: A lo principal: Por cumplido lo ordenado. Al otrosí: Estese a lo que se resolverá. Con el mérito de los antecedentes que obran en autos y conforme lo dispuesto en el artículo 54 del Código de Procedimiento Civil, notifíquese a la demandada, por medio de avisos publicados por tres veces en el diario 'El Mercurio' de esta ciudad, sin perjuicio de su publicación en el Diario Oficial que corresponda. Para los efectos del requerimiento de pago, cítese a la demandada para que concurra ante el Sr. Receptor Judicial, don Francisco Ruiz Lazcano, domiciliado en calle Amunátegui N° 277, of. 800-801, comuna de Santiago, al tercer día hábil siguiente a la última publicación, y si este se hábil si el señalado recayere el día sábado a las 09:00 horas, a fin de que reciba el requerimiento de pago, bajo apercibimiento de tenerle por requerido de pago en su rebeldía. Remítase exhorto para firma a través de la Oficina Judicial Virtual. 'Lo que notifico y requiero a Sebastián Alexis Silva Mera, para todos los efectos legales'.: [809, 55, 1054, 1043]
